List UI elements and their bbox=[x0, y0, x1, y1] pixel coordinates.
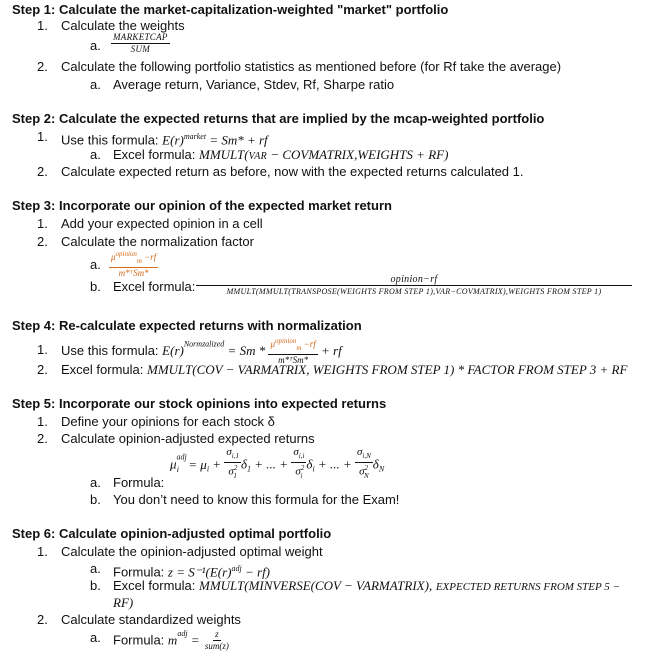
step4-formula-rf: + rf bbox=[317, 342, 342, 358]
step6-a-text: Formula: bbox=[113, 564, 165, 580]
step4-formula-er: E(r) bbox=[162, 342, 184, 358]
step4-frac-den: m*ᵀSm* bbox=[278, 354, 309, 365]
step1-b-text: Average return, Variance, Stdev, Rf, Sharpe ratio bbox=[113, 77, 395, 92]
step4-mu-sub: m bbox=[296, 343, 302, 352]
step1-item2-text: Calculate the following portfolio statistics as mentioned before (for Rf take the average) bbox=[61, 59, 562, 74]
step5-a-text: Formula: bbox=[113, 475, 165, 490]
step5-item2-number: 2. bbox=[37, 431, 48, 446]
step2-item2-text: Calculate expected return as before, now with the expected returns calculated 1. bbox=[61, 164, 524, 179]
step2-item1-line bbox=[61, 129, 268, 148]
step6-a-sup: adj bbox=[231, 564, 242, 573]
step3-item2-text: Calculate the normalization factor bbox=[61, 234, 254, 249]
step6-c-text: Formula: bbox=[113, 632, 165, 648]
step1-frac-denominator: SUM bbox=[130, 44, 151, 54]
step6-item1-number: 1. bbox=[37, 544, 48, 559]
step2-a-label: a. bbox=[90, 147, 101, 162]
step3-item1-number: 1. bbox=[37, 216, 48, 231]
step2-formula-sup: market bbox=[183, 132, 207, 141]
step5-sn-num: σ bbox=[356, 446, 363, 458]
step5-title: Step 5: Incorporate our stock opinions into expected returns bbox=[12, 396, 387, 411]
step5-s1-den: σ bbox=[228, 465, 234, 478]
step6-c-sup: adj bbox=[177, 629, 188, 638]
step6-b-label: b. bbox=[90, 578, 101, 593]
step3-item2-number: 2. bbox=[37, 234, 48, 249]
step2-excel-f1: MMULT( bbox=[199, 147, 249, 162]
step5-delta1: δ bbox=[240, 456, 248, 472]
step5-deltai: δ bbox=[306, 456, 313, 472]
step6-b-text: Excel formula: bbox=[113, 578, 196, 593]
step6-item2-text: Calculate standardized weights bbox=[61, 612, 241, 627]
step5-si-num: σ bbox=[293, 446, 299, 458]
step6-c-line bbox=[113, 626, 231, 652]
step5-deltan: δ bbox=[372, 456, 379, 472]
step1-frac-numerator: MARKETCAP bbox=[113, 32, 168, 42]
step1-title: Step 1: Calculate the market-capitalization-weighted "market" portfolio bbox=[12, 2, 449, 17]
step6-a-label: a. bbox=[90, 561, 101, 576]
step2-excel-f3: − COVMATRIX,WEIGHTS + RF) bbox=[267, 147, 449, 162]
step2-item1-text: Use this formula: bbox=[61, 132, 159, 148]
step5-eq-mid: = μ bbox=[185, 456, 207, 472]
step1-b-label: a. bbox=[90, 77, 101, 92]
step3-excel-den: MMULT(MMULT(TRANSPOSE(WEIGHTS FROM STEP 1),VAR−COVMATRIX),WEIGHTS FROM STEP 1) bbox=[226, 287, 602, 296]
step3-excel-fraction bbox=[198, 274, 630, 297]
step5-s1-num: σ bbox=[226, 446, 232, 458]
step5-eq-sub: i bbox=[176, 464, 179, 474]
step4-mu-sup: opinion bbox=[275, 337, 297, 345]
step6-b-line bbox=[113, 578, 620, 595]
step6-title: Step 6: Calculate opinion-adjusted optimal portfolio bbox=[12, 526, 332, 541]
step3-mu-sup: opinion bbox=[115, 250, 137, 258]
step5-item1-text: Define your opinions for each stock δ bbox=[61, 414, 275, 429]
step4-item2-text: Excel formula: bbox=[61, 362, 144, 377]
step2-item1-number: 1. bbox=[37, 129, 48, 144]
step1-item1-text: Calculate the weights bbox=[61, 18, 185, 33]
step4-title: Step 4: Re-calculate expected returns with normalization bbox=[12, 318, 362, 333]
step3-frac-den: m*ᵀSm* bbox=[118, 267, 149, 278]
step5-eq-lhs: μ bbox=[170, 456, 177, 472]
step5-si-den: σ bbox=[295, 465, 301, 478]
step5-equation: $\mu^{adj}_i = \mu_i$ + $\frac{\sigma_{i,1}}{\sigma^2_1}$ $\delta_1$ + ... + $\frac{\sigma_{i,i}}{\sigma^2_i}$ $\delta_i$ + ... + $\frac{\sigma_{i,N}}{\sigma^2_N}$ $\delta_N$ bbox=[170, 446, 385, 481]
step6-b-continuation: RF) bbox=[113, 595, 134, 610]
step3-mu-sub: m bbox=[136, 256, 142, 265]
step6-a-formula-end: − rf) bbox=[241, 564, 271, 580]
step6-c-label: a. bbox=[90, 630, 101, 645]
step1-a-label: a. bbox=[90, 38, 101, 53]
step2-item2-number: 2. bbox=[37, 164, 48, 179]
step4-item2-number: 2. bbox=[37, 362, 48, 377]
step5-item2-text: Calculate opinion-adjusted expected returns bbox=[61, 431, 315, 446]
step4-item1-number: 1. bbox=[37, 342, 48, 357]
step6-c-num: z bbox=[215, 629, 219, 640]
step3-normalization-fraction bbox=[109, 249, 158, 279]
step3-excel-num: opinion−rf bbox=[196, 274, 632, 286]
step6-c-eq: = bbox=[187, 632, 203, 648]
step5-dots2: + ... + bbox=[314, 456, 355, 472]
step3-title: Step 3: Incorporate our opinion of the expected market return bbox=[12, 198, 392, 213]
step2-title: Step 2: Calculate the expected returns that are implied by the mcap-weighted portfolio bbox=[12, 111, 545, 126]
step6-item1-text: Calculate the opinion-adjusted optimal weight bbox=[61, 544, 323, 559]
step6-b-caps: EXPECTED RETURNS FROM STEP 5 − bbox=[435, 581, 620, 593]
step2-excel-var: VAR bbox=[248, 151, 268, 162]
step3-num-rest: −rf bbox=[141, 252, 157, 262]
step4-item1-text: Use this formula: bbox=[61, 342, 159, 358]
step5-item1-number: 1. bbox=[37, 414, 48, 429]
step5-eq-sup: adj bbox=[176, 452, 187, 462]
step6-a-formula: z = S⁻¹(E(r) bbox=[167, 564, 232, 580]
step1-item1-number: 1. bbox=[37, 18, 48, 33]
step2-a-line bbox=[113, 147, 448, 165]
step4-excel-formula: MMULT(COV − VARMATRIX, WEIGHTS FROM STEP 1) * FACTOR FROM STEP 3 + RF bbox=[147, 362, 628, 377]
step1-item2-number: 2. bbox=[37, 59, 48, 74]
step5-sn-den: σ bbox=[359, 465, 365, 478]
step5-a-label: a. bbox=[90, 475, 101, 490]
step2-formula-rest: = Sm* + rf bbox=[206, 132, 268, 148]
step4-formula-sup: Normzalized bbox=[183, 339, 225, 349]
step3-b-label: b. bbox=[90, 279, 101, 294]
step4-mu: μ bbox=[270, 339, 275, 349]
step1-weights-fraction bbox=[111, 32, 170, 55]
step3-item1-text: Add your expected opinion in a cell bbox=[61, 216, 263, 231]
step2-a-text: Excel formula: bbox=[113, 147, 196, 162]
step3-b-text: Excel formula: bbox=[113, 279, 196, 294]
step6-c-den: sum(z) bbox=[204, 641, 229, 652]
step4-num-rest: −rf bbox=[301, 339, 316, 349]
step5-b-label: b. bbox=[90, 492, 101, 507]
step5-b-text: You don’t need to know this formula for the Exam! bbox=[113, 492, 400, 507]
step5-dots1: + ... + bbox=[251, 456, 292, 472]
step6-b-formula: MMULT(MINVERSE(COV − VARMATRIX), bbox=[199, 578, 433, 593]
step4-formula-sm: = Sm * bbox=[224, 342, 269, 358]
step6-c-m: m bbox=[167, 632, 178, 648]
step2-formula-er: E(r) bbox=[162, 132, 184, 148]
step6-item2-number: 2. bbox=[37, 612, 48, 627]
step3-mu: μ bbox=[111, 252, 116, 262]
step4-item2-line bbox=[61, 362, 627, 378]
step3-a-label: a. bbox=[90, 257, 101, 272]
